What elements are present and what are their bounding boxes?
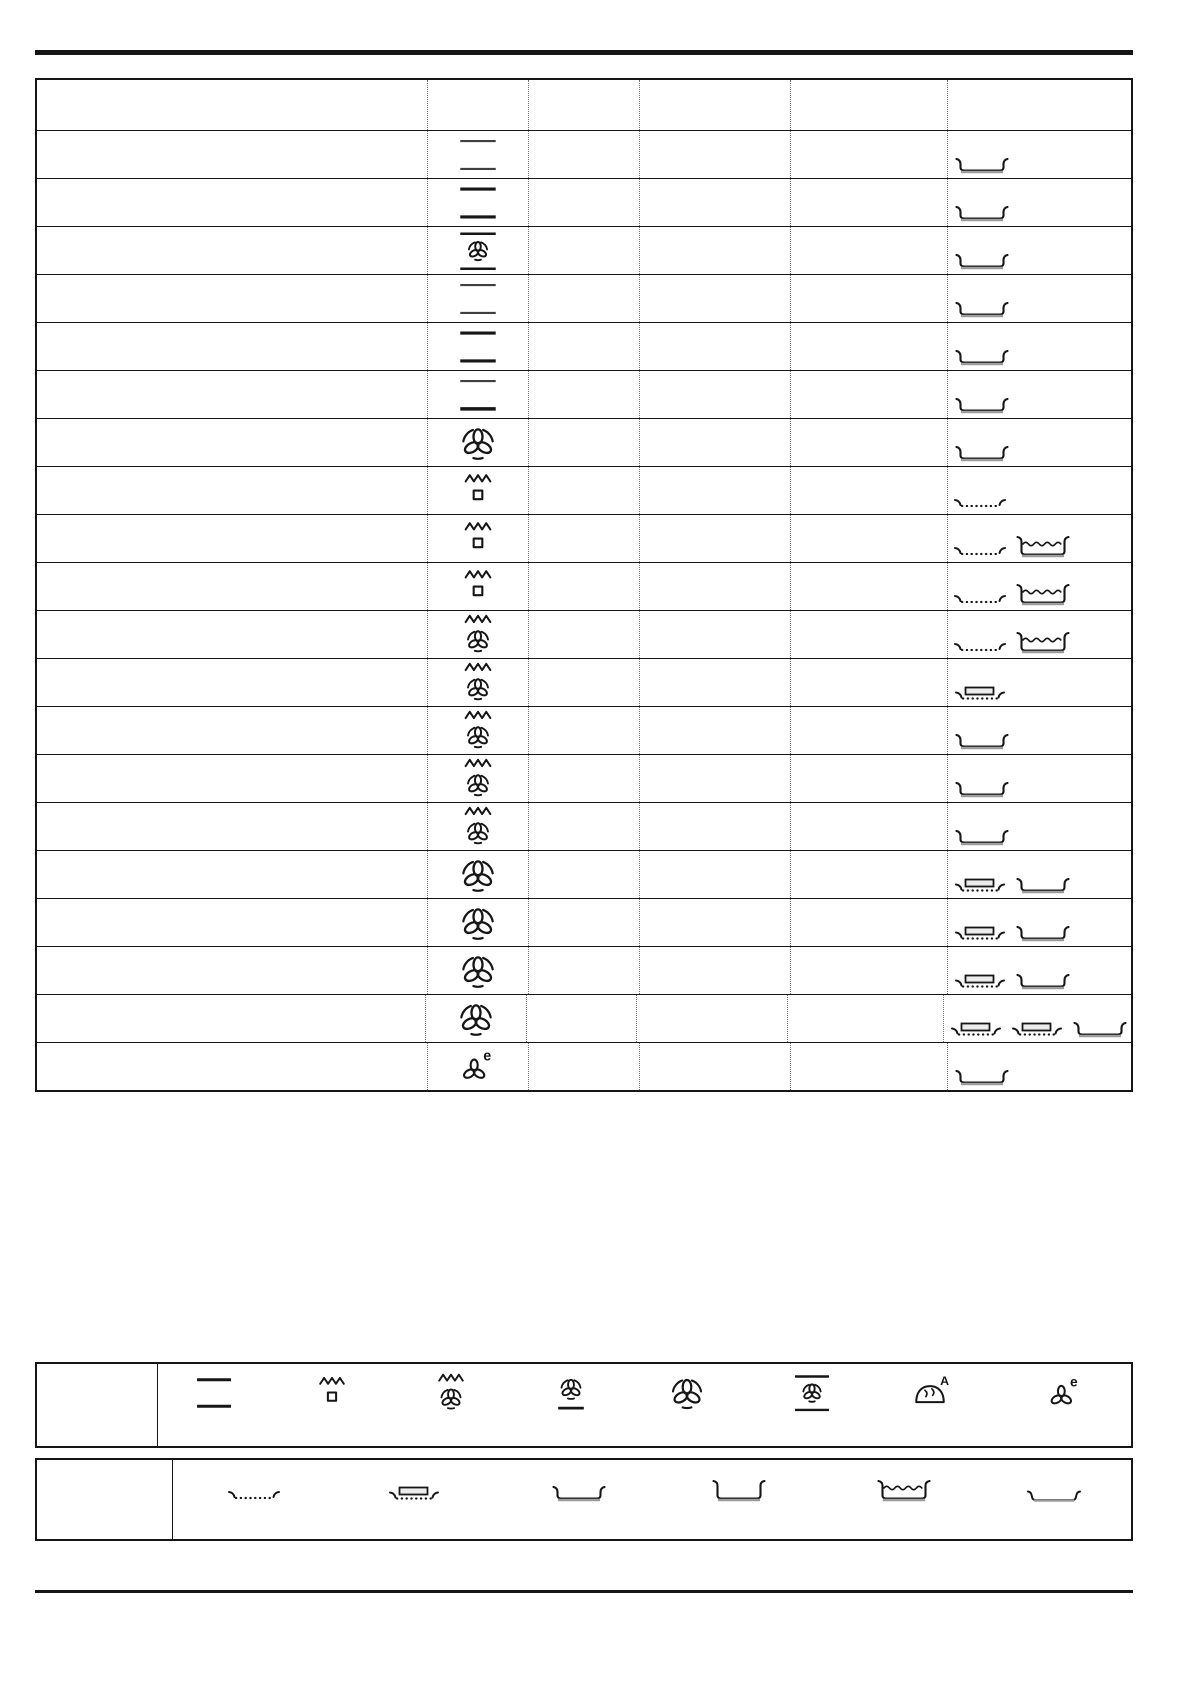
baking-tray-icon [953,780,1011,798]
svg-text:e: e [1070,1374,1078,1390]
rack-with-dish-icon [949,1020,1003,1038]
text-cell [37,803,427,850]
header-cell [639,80,790,130]
shallow-pan-icon [1025,1489,1083,1502]
heating-modes-legend-icons [158,1364,1131,1446]
hot-air-icon [455,948,501,994]
mode-icon-cell [427,947,528,994]
text-cell [639,515,790,562]
text-cell [528,851,639,898]
text-cell [639,707,790,754]
function-row [37,562,1131,610]
function-row [37,946,1131,994]
function-row [37,994,1131,1042]
text-cell [790,899,947,946]
text-cell [37,467,427,514]
legend-accessory-item [550,1472,608,1502]
text-cell [639,467,790,514]
svg-text:e: e [483,1047,492,1064]
accessories-legend-box [35,1458,1133,1541]
steam-fan-icon [455,612,501,658]
legend-label-cell [37,1460,173,1539]
text-cell [528,899,639,946]
accessory-cell [947,371,1131,418]
function-row [37,898,1131,946]
legend-accessory-item [387,1472,441,1502]
function-row [37,466,1131,514]
baking-tray-icon [953,204,1011,222]
text-cell [639,563,790,610]
accessory-cell [947,851,1131,898]
text-cell [37,659,427,706]
rack-with-dish-icon [1010,1020,1064,1038]
mode-icon-cell [427,611,528,658]
steam-icon [455,468,501,514]
text-cell [37,323,427,370]
text-cell [37,515,427,562]
heating-modes-legend-box [35,1362,1133,1448]
text-cell [37,227,427,274]
mode-icon-cell [427,755,528,802]
hot-air-icon [455,420,501,466]
mode-icon-cell [427,275,528,322]
top-bottom-heat-icon [455,324,501,370]
text-cell [639,131,790,178]
text-cell [639,755,790,802]
legend-mode-item [429,1369,473,1415]
text-cell [639,851,790,898]
legend-accessory-item [1025,1472,1083,1502]
eco-hot-air-icon [1043,1371,1087,1415]
accessory-cell [947,563,1131,610]
text-cell [37,851,427,898]
function-row [37,514,1131,562]
bread-auto-icon [908,1371,952,1415]
text-cell [37,1043,427,1090]
baking-tray-icon [1014,972,1072,990]
text-cell [528,659,639,706]
top-bottom-heat-fan-icon [455,228,501,274]
text-cell [639,947,790,994]
text-cell [528,1043,639,1090]
text-cell [636,995,786,1042]
top-bottom-heat-gentle-icon [455,132,501,178]
text-cell [526,995,637,1042]
legend-mode-item [1043,1369,1087,1415]
text-cell [790,227,947,274]
text-cell [639,611,790,658]
wire-rack-icon [227,1486,281,1502]
text-cell [639,419,790,466]
rack-with-dish-icon [953,924,1007,942]
accessory-cell [947,227,1131,274]
wire-rack-icon [953,590,1007,606]
text-cell [528,227,639,274]
text-cell [639,659,790,706]
steam-icon [455,516,501,562]
function-row [37,850,1131,898]
baking-tray-icon [1071,1020,1129,1038]
legend-mode-item [310,1369,354,1415]
steam-fan-icon [455,708,501,754]
text-cell [37,275,427,322]
mode-icon-cell [427,131,528,178]
hot-air-icon [665,1371,709,1415]
baking-tray-icon [953,828,1011,846]
text-cell [528,947,639,994]
accessory-cell [947,179,1131,226]
text-cell [528,131,639,178]
universal-pan-icon [710,1478,768,1502]
text-cell [639,803,790,850]
baking-tray-icon [953,300,1011,318]
pan-with-water-icon [1014,630,1072,654]
text-cell [528,467,639,514]
accessory-cell [947,659,1131,706]
fan-grill-icon [549,1371,593,1415]
function-row [37,706,1131,754]
function-row [37,802,1131,850]
mode-icon-cell [427,179,528,226]
legend-mode-item [790,1369,834,1415]
mode-icon-cell [425,995,526,1042]
text-cell [37,371,427,418]
legend-mode-item [665,1369,709,1415]
text-cell [639,1043,790,1090]
steam-fan-icon [429,1371,473,1415]
baking-tray-icon [953,156,1011,174]
text-cell [37,755,427,802]
text-cell [790,947,947,994]
baking-tray-icon [550,1484,608,1502]
text-cell [37,947,427,994]
accessory-cell [947,323,1131,370]
text-cell [790,371,947,418]
accessory-cell [947,803,1131,850]
text-cell [528,563,639,610]
header-cell [790,80,947,130]
text-cell [528,371,639,418]
text-cell [528,275,639,322]
header-cell [528,80,639,130]
baking-tray-icon [953,444,1011,462]
baking-tray-icon [1014,924,1072,942]
text-cell [528,707,639,754]
function-row [37,322,1131,370]
text-cell [790,419,947,466]
text-cell [790,803,947,850]
rack-with-dish-icon [387,1484,441,1502]
text-cell [790,707,947,754]
top-rule [35,50,1133,55]
text-cell [528,419,639,466]
text-cell [790,611,947,658]
bottom-heat-intensive-icon [455,372,501,418]
function-row [37,274,1131,322]
mode-icon-cell [427,851,528,898]
steam-fan-icon [455,804,501,850]
eco-hot-air-icon [455,1044,501,1090]
baking-tray-icon [1014,876,1072,894]
bottom-rule [35,1590,1133,1593]
baking-tray-icon [953,396,1011,414]
accessory-cell [947,131,1131,178]
top-bottom-heat-gentle-icon [455,276,501,322]
wire-rack-icon [953,638,1007,654]
mode-icon-cell [427,899,528,946]
accessory-cell [943,995,1131,1042]
text-cell [790,563,947,610]
text-cell [787,995,943,1042]
accessory-cell [947,707,1131,754]
accessory-cell [947,611,1131,658]
steam-fan-icon [455,756,501,802]
baking-tray-icon [953,348,1011,366]
legend-accessory-item [227,1472,281,1502]
text-cell [639,323,790,370]
top-bottom-heat-fan-icon [790,1371,834,1415]
legend-accessory-item [875,1472,933,1502]
text-cell [528,611,639,658]
text-cell [37,995,425,1042]
function-row [37,130,1131,178]
legend-accessory-item [710,1472,768,1502]
accessory-cell [947,467,1131,514]
text-cell [639,899,790,946]
steam-icon [455,564,501,610]
top-bottom-heat-icon [455,180,501,226]
rack-with-dish-icon [953,684,1007,702]
mode-icon-cell [427,371,528,418]
text-cell [790,131,947,178]
rack-with-dish-icon [953,876,1007,894]
function-row [37,1042,1131,1090]
function-row [37,754,1131,802]
mode-icon-cell [427,467,528,514]
text-cell [528,803,639,850]
pan-with-water-icon [875,1478,933,1502]
mode-icon-cell [427,803,528,850]
function-row [37,610,1131,658]
mode-icon-cell [427,659,528,706]
mode-icon-cell [427,419,528,466]
text-cell [37,611,427,658]
legend-mode-item [549,1369,593,1415]
text-cell [790,659,947,706]
text-cell [37,899,427,946]
mode-icon-cell [427,707,528,754]
accessory-cell [947,419,1131,466]
header-cell [37,80,427,130]
text-cell [790,323,947,370]
legend-mode-item [908,1369,952,1415]
accessory-cell [947,755,1131,802]
hot-air-icon [453,996,499,1042]
table-header-row [37,80,1131,130]
text-cell [790,515,947,562]
accessory-cell [947,1043,1131,1090]
text-cell [790,467,947,514]
text-cell [37,707,427,754]
baking-tray-icon [953,252,1011,270]
function-row [37,370,1131,418]
header-cell [427,80,528,130]
text-cell [639,275,790,322]
text-cell [790,851,947,898]
mode-icon-cell [427,563,528,610]
accessory-cell [947,275,1131,322]
text-cell [37,131,427,178]
hot-air-icon [455,852,501,898]
text-cell [528,755,639,802]
text-cell [639,179,790,226]
accessory-cell [947,515,1131,562]
svg-text:A: A [940,1373,950,1388]
accessory-cell [947,947,1131,994]
accessories-legend-icons [173,1460,1131,1539]
function-row [37,178,1131,226]
text-cell [528,323,639,370]
text-cell [528,179,639,226]
baking-tray-icon [953,1068,1011,1086]
wire-rack-icon [953,494,1007,510]
mode-icon-cell [427,227,528,274]
legend-mode-item [192,1369,236,1415]
header-cell [947,80,1131,130]
text-cell [37,419,427,466]
text-cell [639,227,790,274]
hot-air-icon [455,900,501,946]
function-row [37,658,1131,706]
rack-with-dish-icon [953,972,1007,990]
accessory-cell [947,899,1131,946]
table-body [37,130,1131,1090]
text-cell [790,1043,947,1090]
function-row [37,226,1131,274]
text-cell [790,275,947,322]
text-cell [528,515,639,562]
mode-icon-cell [427,1043,528,1090]
pan-with-water-icon [1014,534,1072,558]
pan-with-water-icon [1014,582,1072,606]
oven-functions-table [35,78,1133,1092]
steam-fan-icon [455,660,501,706]
text-cell [790,755,947,802]
mode-icon-cell [427,323,528,370]
steam-icon [310,1371,354,1415]
top-bottom-heat-icon [192,1371,236,1415]
legend-label-cell [37,1364,158,1446]
function-row [37,418,1131,466]
text-cell [790,179,947,226]
mode-icon-cell [427,515,528,562]
text-cell [37,179,427,226]
text-cell [37,563,427,610]
baking-tray-icon [953,732,1011,750]
wire-rack-icon [953,542,1007,558]
text-cell [639,371,790,418]
